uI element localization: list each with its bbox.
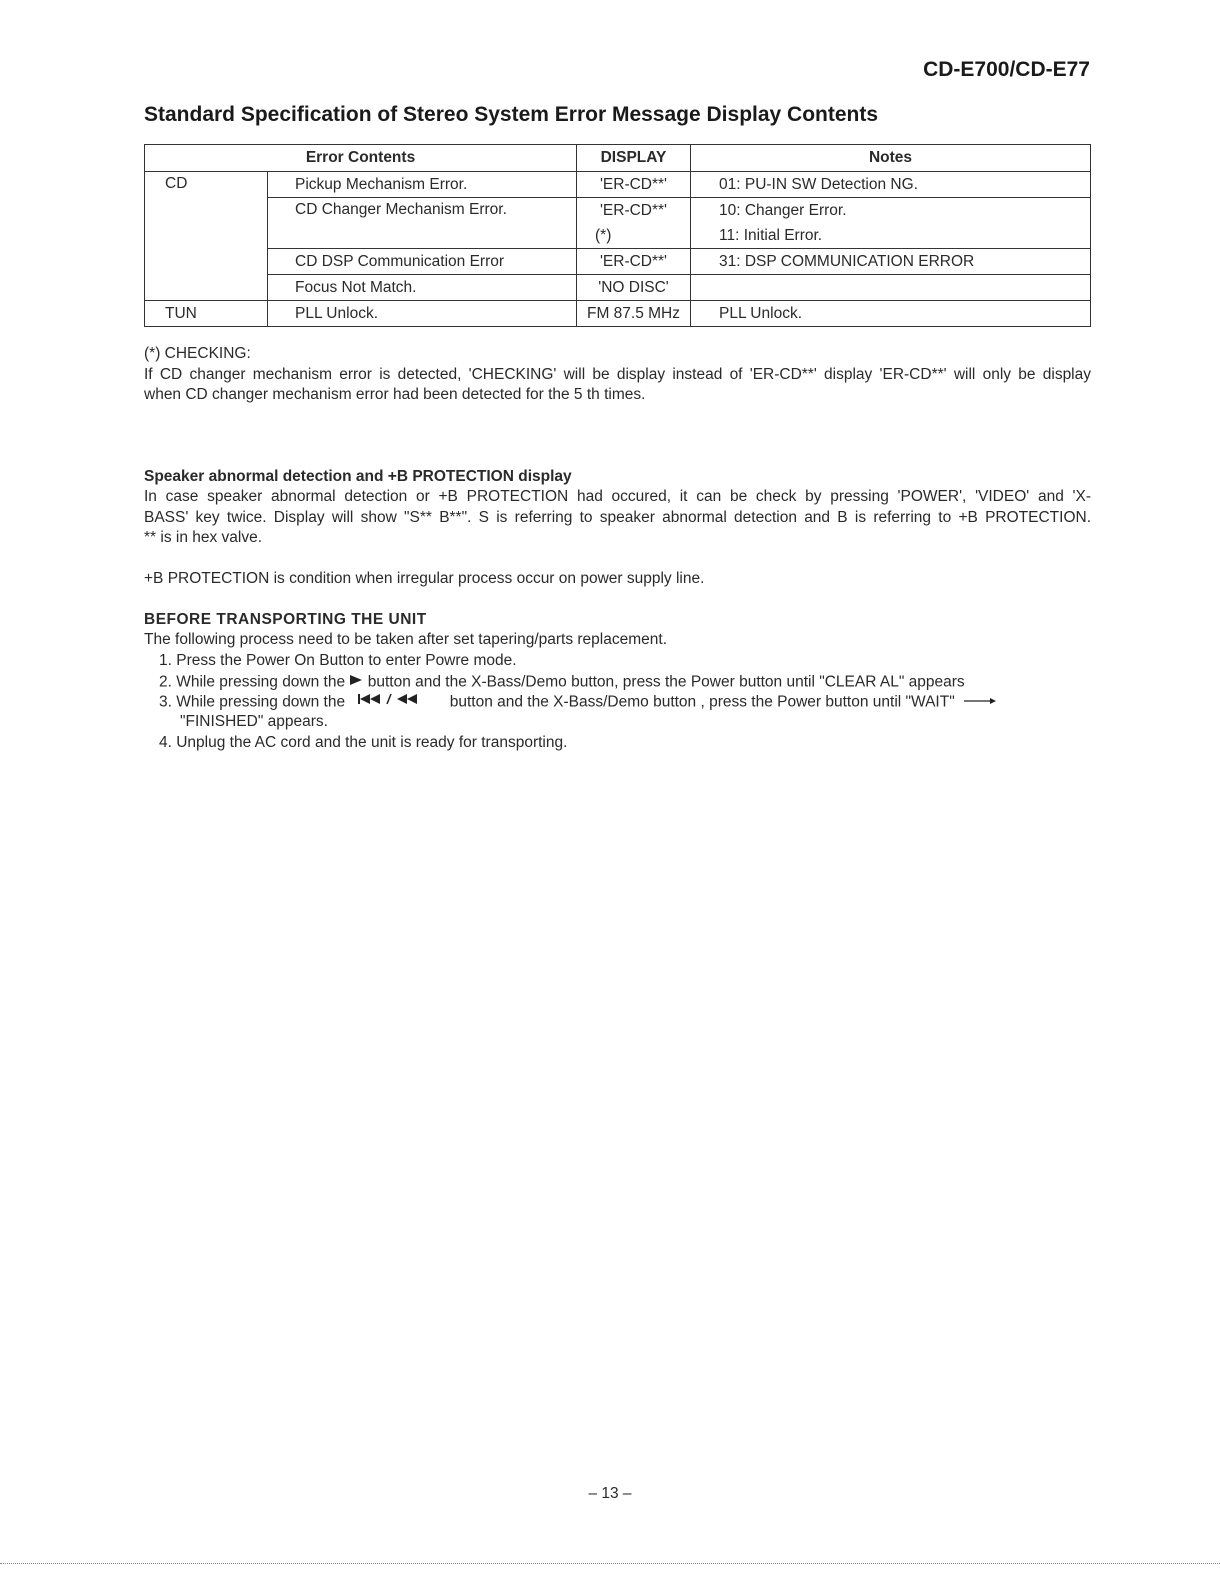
skip-back-rewind-icon bbox=[357, 692, 437, 713]
step-2-text-a: 2. While pressing down the bbox=[159, 673, 346, 691]
step-3-text-a: 3. While pressing down the bbox=[159, 693, 346, 711]
category-cell: CD bbox=[165, 175, 188, 192]
error-table bbox=[144, 144, 1091, 327]
step-3-text-b: button and the X-Bass/Demo button , press the Power button until "WAIT" bbox=[449, 693, 955, 711]
speaker-line-1: In case speaker abnormal detection or +B PROTECTION had occured, it can be check by pressing 'POWER', 'VIDEO' and 'X- bbox=[144, 488, 1091, 505]
speaker-heading: Speaker abnormal detection and +B PROTECTION display bbox=[144, 468, 572, 485]
transport-step-3 bbox=[159, 692, 997, 713]
error-cell: Focus Not Match. bbox=[268, 275, 577, 301]
category-cell: TUN bbox=[145, 301, 268, 327]
transport-heading: BEFORE TRANSPORTING THE UNIT bbox=[144, 611, 427, 628]
table-row bbox=[145, 301, 1091, 327]
table-header-row bbox=[145, 145, 1091, 172]
display-cell: 'ER-CD**' bbox=[577, 172, 691, 198]
note-cell: 31: DSP COMMUNICATION ERROR bbox=[691, 249, 1091, 275]
table-row bbox=[145, 172, 1091, 198]
arrow-right-icon bbox=[963, 692, 997, 713]
note-cell: 01: PU-IN SW Detection NG. bbox=[691, 172, 1091, 198]
header-error-contents: Error Contents bbox=[145, 145, 577, 172]
header-display: DISPLAY bbox=[577, 145, 691, 172]
transport-intro: The following process need to be taken after set tapering/parts replacement. bbox=[144, 631, 667, 648]
checking-label: (*) CHECKING: bbox=[144, 345, 251, 362]
header-notes: Notes bbox=[691, 145, 1091, 172]
bottom-divider bbox=[0, 1563, 1220, 1564]
display-cell: 'ER-CD**' bbox=[577, 198, 691, 224]
error-cell: Pickup Mechanism Error. bbox=[268, 172, 577, 198]
table-row bbox=[145, 198, 1091, 224]
page-number: – 13 – bbox=[588, 1485, 632, 1502]
note-cell: 11: Initial Error. bbox=[691, 223, 1091, 249]
checking-line-2: when CD changer mechanism error had been detected for the 5 th times. bbox=[144, 386, 646, 403]
note-cell bbox=[691, 275, 1091, 301]
transport-step-1: 1. Press the Power On Button to enter Powre mode. bbox=[159, 652, 517, 669]
display-cell: 'ER-CD**' bbox=[577, 249, 691, 275]
display-cell: FM 87.5 MHz bbox=[577, 301, 691, 327]
transport-step-3-cont: "FINISHED" appears. bbox=[180, 713, 328, 730]
error-cell: CD Changer Mechanism Error. bbox=[268, 198, 577, 249]
speaker-line-3: ** is in hex valve. bbox=[144, 529, 263, 546]
step-2-text-b: button and the X-Bass/Demo button, press the Power button until "CLEAR AL" appears bbox=[367, 673, 965, 691]
speaker-line-4: +B PROTECTION is condition when irregular process occur on power supply line. bbox=[144, 570, 705, 587]
section-title: Standard Specification of Stereo System Error Message Display Contents bbox=[144, 103, 879, 126]
error-cell: PLL Unlock. bbox=[268, 301, 577, 327]
transport-step-4: 4. Unplug the AC cord and the unit is ready for transporting. bbox=[159, 734, 568, 751]
display-cell: 'NO DISC' bbox=[577, 275, 691, 301]
checking-line-1: If CD changer mechanism error is detected, 'CHECKING' will be display instead of 'ER-CD**' display 'ER-CD**' will only be display bbox=[144, 366, 1091, 383]
table-row bbox=[145, 275, 1091, 301]
display-cell: (*) bbox=[577, 223, 691, 249]
play-icon bbox=[349, 672, 363, 693]
speaker-line-2: BASS' key twice. Display will show "S** B**". S is referring to speaker abnormal detection and B is referring to +B PROTECTION. bbox=[144, 509, 1091, 526]
model-number: CD-E700/CD-E77 bbox=[923, 58, 1090, 81]
error-cell: CD DSP Communication Error bbox=[268, 249, 577, 275]
table-row bbox=[145, 249, 1091, 275]
note-cell: 10: Changer Error. bbox=[691, 198, 1091, 224]
note-cell: PLL Unlock. bbox=[691, 301, 1091, 327]
transport-step-2 bbox=[159, 672, 965, 693]
